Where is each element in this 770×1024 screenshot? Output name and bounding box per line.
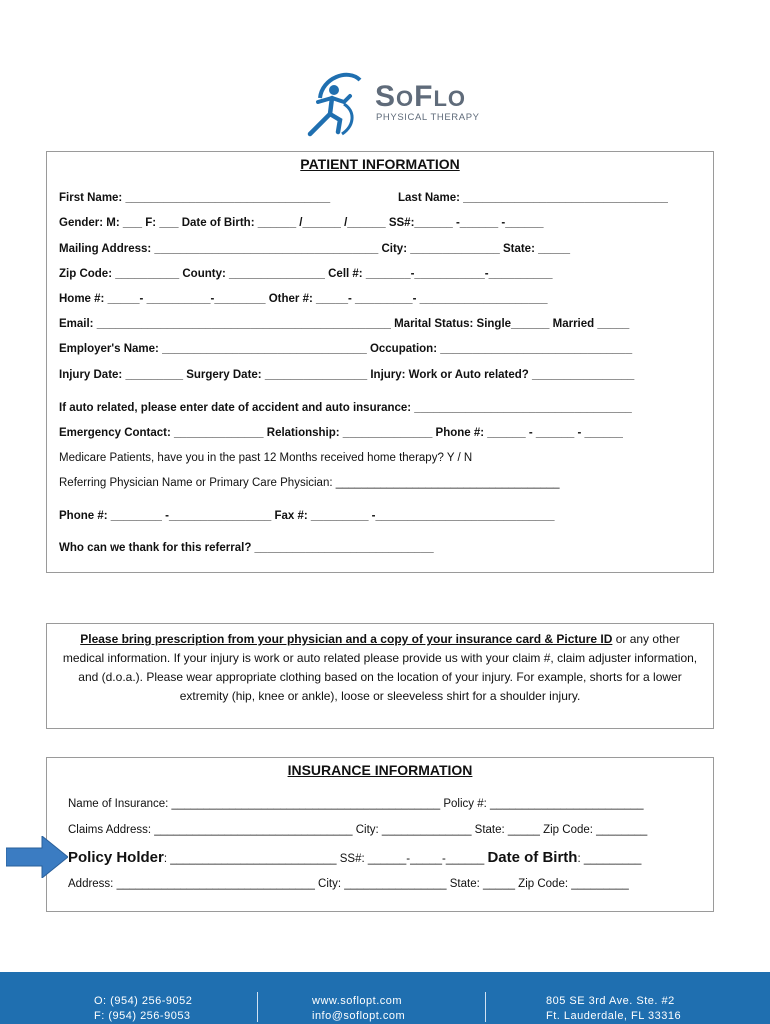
first-name-field[interactable]: First Name: ________________________________ — [59, 192, 331, 204]
last-name-field[interactable]: Last Name: ________________________________ — [398, 192, 668, 204]
home-other-phone-row[interactable]: Home #: _____- __________-________ Other #: _____- _________- ____________________ — [59, 293, 548, 305]
notice-body-text: or any other medical information. If your injury is work or auto related please provide us with your claim #, claim adjuster information, and (d.o.a.). Please wear appropriate clothing based on the location of your injury. For example, shorts for a lower extremity (hip, knee or ankle), loose or sleeveless shirt for a shoulder injury. — [62, 632, 698, 703]
patient-information-section — [46, 151, 714, 573]
auto-accident-row[interactable]: If auto related, please enter date of accident and auto insurance: __________________________________ — [59, 402, 632, 414]
patient-information-title: PATIENT INFORMATION — [300, 156, 460, 172]
employer-occupation-row[interactable]: Employer's Name: ________________________________ Occupation: ______________________________ — [59, 343, 633, 355]
footer-bar — [0, 972, 770, 1024]
insurance-name-policy-row[interactable]: Name of Insurance: __________________________________________ Policy #: ________________________ — [68, 798, 644, 810]
insurance-information-title: INSURANCE INFORMATION — [287, 762, 473, 778]
date-of-birth-label: Date of Birth — [487, 849, 578, 866]
footer-phones — [94, 994, 192, 1024]
runner-icon — [300, 68, 372, 140]
notice-bold-text: Please bring prescription from your physician and a copy of your insurance card & Picture ID — [80, 632, 613, 646]
medicare-question-row[interactable]: Medicare Patients, have you in the past 12 Months received home therapy? Y / N — [59, 452, 473, 464]
referral-thanks-row[interactable]: Who can we thank for this referral? ____________________________ — [59, 542, 434, 554]
instructions-notice — [46, 623, 714, 729]
notice-text — [61, 630, 699, 706]
emergency-contact-row[interactable]: Emergency Contact: ______________ Relationship: ______________ Phone #: ______ - ______ - ______ — [59, 427, 623, 439]
zip-county-cell-row[interactable]: Zip Code: __________ County: _______________ Cell #: _______-___________-__________ — [59, 268, 553, 280]
insurance-information-section — [46, 757, 714, 912]
email-link[interactable]: info@soflopt.com — [312, 1010, 406, 1022]
website-link[interactable]: www.soflopt.com — [312, 995, 403, 1007]
email-marital-row[interactable]: Email: ______________________________________________ Marital Status: Single______ Married _____ — [59, 318, 630, 330]
footer-web — [312, 994, 405, 1024]
soflo-logo — [300, 68, 480, 140]
footer-divider — [257, 992, 258, 1022]
injury-surgery-row[interactable]: Injury Date: _________ Surgery Date: ________________ Injury: Work or Auto related? ________________ — [59, 369, 635, 381]
address-line-1: 805 SE 3rd Ave. Ste. #2 — [546, 995, 675, 1007]
phone-fax-row[interactable]: Phone #: ________ -________________ Fax #: _________ -____________________________ — [59, 510, 555, 522]
insurance-address-row[interactable]: Address: _______________________________ City: ________________ State: _____ Zip Code: _________ — [68, 878, 629, 890]
address-line-2: Ft. Lauderdale, FL 33316 — [546, 1010, 682, 1022]
fax-phone: F: (954) 256-9053 — [94, 1010, 191, 1022]
mailing-address-row[interactable]: Mailing Address: ___________________________________ City: ______________ State: _____ — [59, 243, 571, 255]
arrow-right-icon — [6, 836, 68, 878]
footer-address — [546, 994, 681, 1024]
referring-physician-row[interactable]: Referring Physician Name or Primary Care Physician: ___________________________________ — [59, 477, 560, 489]
gender-dob-ss-row[interactable]: Gender: M: ___ F: ___ Date of Birth: ______ /______ /______ SS#:______ -______ -______ — [59, 217, 544, 229]
brand-name: SOFLO — [375, 80, 467, 113]
office-phone: O: (954) 256-9052 — [94, 995, 193, 1007]
policy-holder-row[interactable]: Policy Holder: __________________________ SS#: ______-_____-______ Date of Birth: _________ — [68, 849, 642, 866]
footer-divider — [485, 992, 486, 1022]
claims-address-row[interactable]: Claims Address: _______________________________ City: ______________ State: _____ Zip Code: ________ — [68, 824, 648, 836]
policy-holder-label: Policy Holder — [68, 849, 164, 866]
brand-subtitle: PHYSICAL THERAPY — [376, 112, 480, 123]
